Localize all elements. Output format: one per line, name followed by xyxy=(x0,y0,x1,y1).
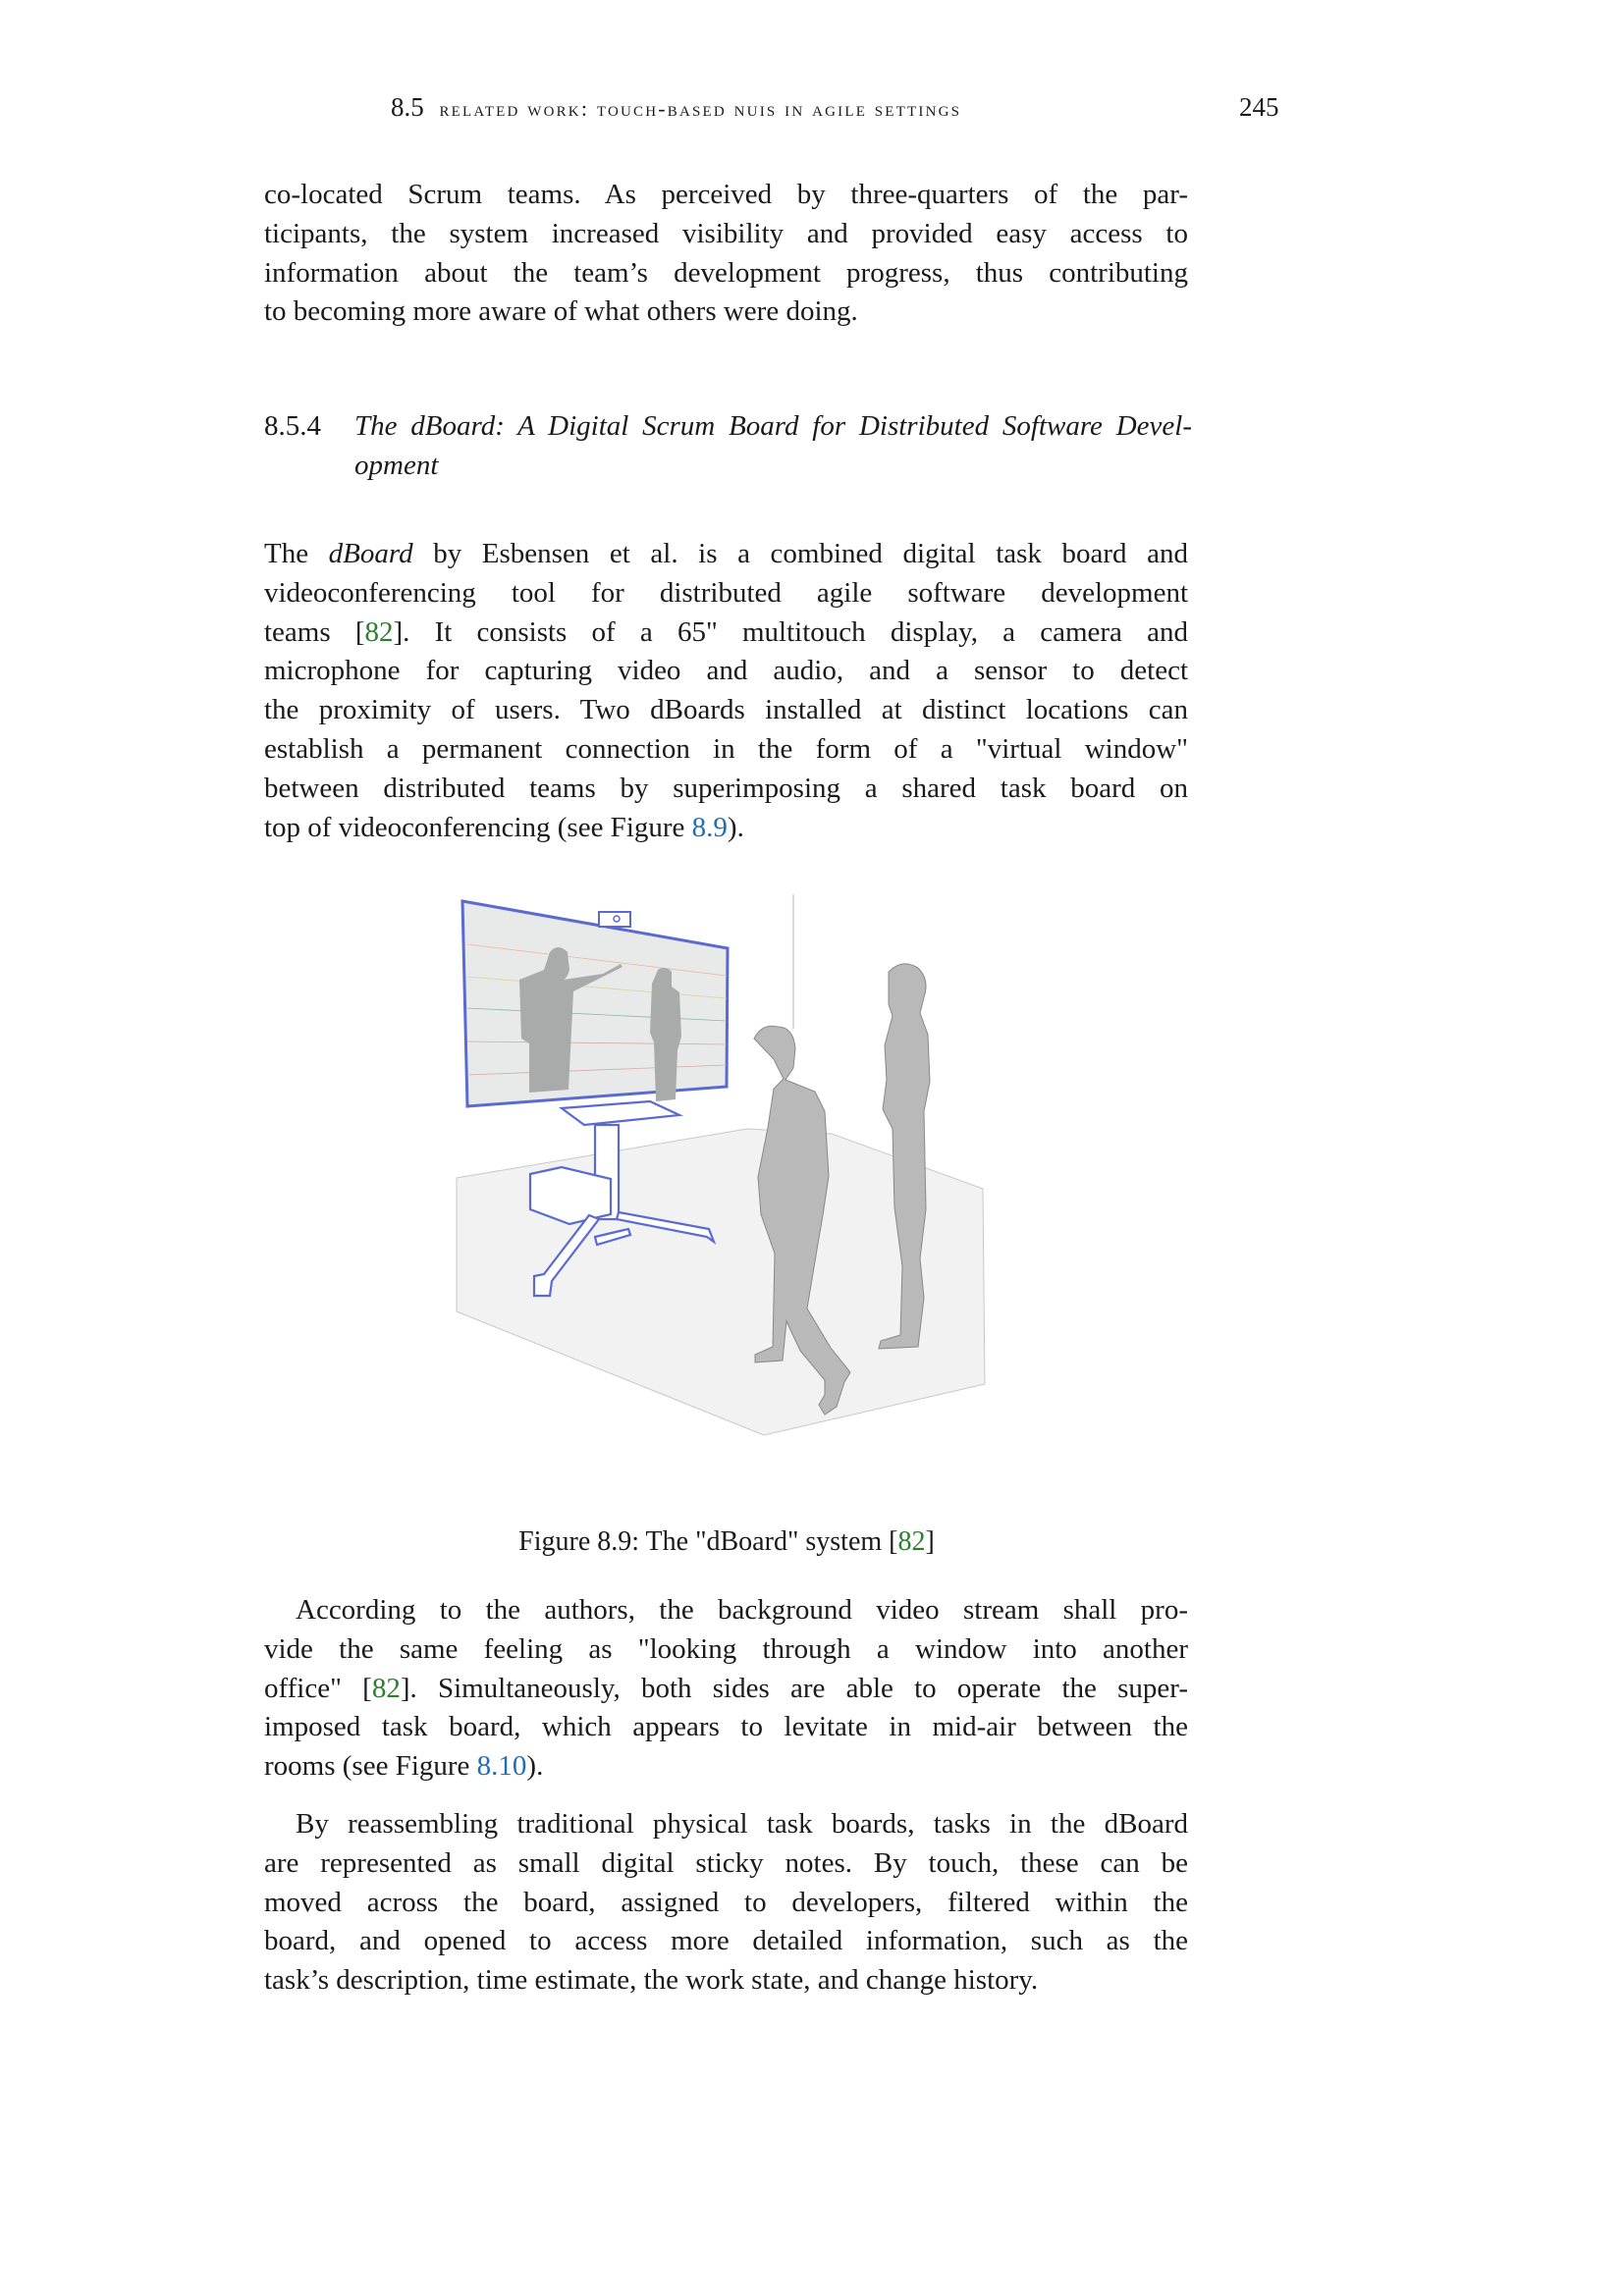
paragraph-4 xyxy=(264,1805,1188,2001)
text-segment: co-located Scrum teams. As perceived by three-quarters of the par- xyxy=(264,179,1188,210)
text-segment: vide the same feeling as "looking through a window into another xyxy=(264,1632,1188,1665)
text-segment: are represented as small digital sticky notes. By touch, these can be xyxy=(264,1846,1188,1879)
text-segment: microphone for capturing video and audio, and a sensor to detect xyxy=(264,655,1188,687)
text-line xyxy=(264,254,1188,294)
text-line xyxy=(264,1805,1188,1844)
text-line xyxy=(264,1708,1188,1747)
subsection-title xyxy=(354,406,1192,485)
text-line xyxy=(264,215,1188,254)
text-segment: ). xyxy=(526,1750,544,1783)
caption-bracket: ] xyxy=(925,1526,935,1557)
dboard-figure xyxy=(442,883,1011,1512)
text-segment: videoconferencing tool for distributed agile software development xyxy=(264,576,1188,609)
subsection-number: 8.5.4 xyxy=(264,410,321,442)
paragraph-2 xyxy=(264,535,1188,847)
text-segment: The xyxy=(264,538,329,569)
text-segment: ). xyxy=(727,811,744,843)
text-line xyxy=(264,730,1188,770)
text-segment: information about the team’s development progress, thus contributing xyxy=(264,256,1188,289)
text-line xyxy=(264,574,1188,614)
text-line xyxy=(264,535,1188,574)
header-section-number: 8.5 xyxy=(391,92,424,122)
text-segment: the proximity of users. Two dBoards installed at distinct locations can xyxy=(264,694,1188,726)
text-segment: establish a permanent connection in the form of a "virtual window" xyxy=(264,732,1188,765)
subsection-title-line2: opment xyxy=(354,450,439,481)
text-line xyxy=(264,770,1188,809)
text-line xyxy=(264,1630,1188,1670)
text-line xyxy=(264,1884,1188,1923)
text-segment: top of videoconferencing (see Figure xyxy=(264,811,692,843)
text-line xyxy=(264,1961,1188,2001)
camera xyxy=(599,912,630,927)
text-line xyxy=(264,1591,1188,1630)
citation-link[interactable]: 82 xyxy=(371,1672,401,1704)
emphasized-text: dBoard xyxy=(328,538,413,569)
paragraph-1 xyxy=(264,176,1188,332)
text-segment: ]. It consists of a 65" multitouch display, a camera and xyxy=(393,615,1188,648)
paragraph-3 xyxy=(264,1591,1188,1787)
text-line xyxy=(264,1922,1188,1961)
text-segment: By reassembling traditional physical task boards, tasks in the dBoard xyxy=(296,1808,1188,1840)
text-segment: to becoming more aware of what others were doing. xyxy=(264,295,858,328)
page-number: 245 xyxy=(1239,92,1279,122)
text-segment: rooms (see Figure xyxy=(264,1750,477,1783)
caption-text: Figure 8.9: The "dBoard" system [ xyxy=(518,1526,898,1557)
caption-citation-link[interactable]: 82 xyxy=(897,1526,926,1557)
running-header xyxy=(391,92,961,123)
text-line xyxy=(264,691,1188,730)
figure-reference-link[interactable]: 8.9 xyxy=(691,811,728,843)
text-line xyxy=(264,1747,1188,1787)
text-segment: imposed task board, which appears to levitate in mid-air between the xyxy=(264,1711,1188,1743)
figure-caption xyxy=(0,1526,1453,1558)
figure-reference-link[interactable]: 8.10 xyxy=(476,1750,527,1783)
subsection-title-line1: The dBoard: A Digital Scrum Board for Distributed Software Devel- xyxy=(354,410,1192,442)
text-line xyxy=(264,614,1188,653)
text-segment: task’s description, time estimate, the work state, and change history. xyxy=(264,1964,1039,1997)
text-segment: by Esbensen et al. is a combined digital task board and xyxy=(412,538,1188,569)
header-section-title: related work: touch-based nuis in agile settings xyxy=(439,96,962,121)
text-segment: ticipants, the system increased visibility and provided easy access to xyxy=(264,217,1188,249)
text-line xyxy=(264,652,1188,691)
text-segment: office" [ xyxy=(264,1672,372,1704)
screen xyxy=(462,901,728,1106)
text-segment: board, and opened to access more detailed information, such as the xyxy=(264,1925,1188,1957)
text-segment: teams [ xyxy=(264,615,365,648)
text-segment: between distributed teams by superimposing a shared task board on xyxy=(264,772,1188,804)
text-segment: moved across the board, assigned to developers, filtered within the xyxy=(264,1886,1188,1918)
text-segment: ]. Simultaneously, both sides are able to operate the super- xyxy=(400,1672,1188,1704)
text-line xyxy=(264,1670,1188,1709)
text-line xyxy=(264,293,1188,332)
text-line xyxy=(264,809,1188,848)
citation-link[interactable]: 82 xyxy=(364,615,394,648)
text-segment: According to the authors, the background video stream shall pro- xyxy=(296,1594,1188,1626)
text-line xyxy=(264,176,1188,215)
text-line xyxy=(264,1844,1188,1884)
